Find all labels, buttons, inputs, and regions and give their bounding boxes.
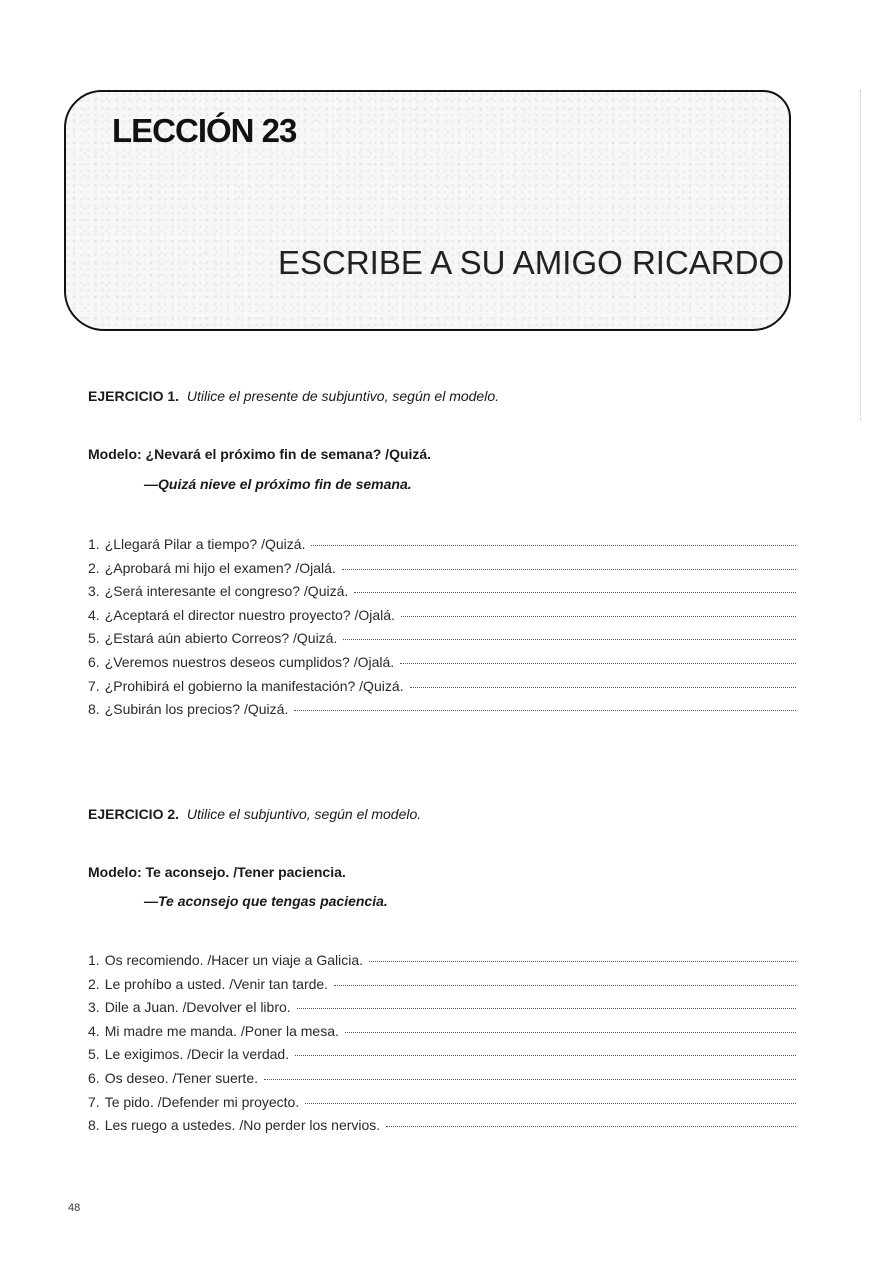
exercise-item <box>88 999 796 1023</box>
answer-line[interactable] <box>294 709 796 711</box>
item-number: 8. <box>88 701 100 718</box>
exercise-2-item-list <box>88 952 796 1141</box>
item-number: 7. <box>88 677 100 694</box>
exercise-item <box>88 536 796 560</box>
answer-line[interactable] <box>401 615 796 617</box>
item-prompt: Mi madre me manda. /Poner la mesa. <box>104 1022 339 1039</box>
exercise-2-model-answer: —Te aconsejo que tengas paciencia. <box>144 893 388 909</box>
item-prompt: Os recomiendo. /Hacer un viaje a Galicia. <box>104 952 364 968</box>
exercise-item <box>88 678 796 702</box>
margin-rule <box>860 90 861 420</box>
item-prompt: ¿Aceptará el director nuestro proyecto? /Ojalá. <box>104 606 395 623</box>
exercise-2-heading <box>88 806 421 822</box>
exercise-item <box>88 701 796 725</box>
item-prompt: Dile a Juan. /Devolver el libro. <box>104 999 291 1016</box>
item-prompt: ¿Llegará Pilar a tiempo? /Quizá. <box>104 536 306 552</box>
exercise-item <box>88 654 796 678</box>
exercise-item <box>88 1046 796 1070</box>
item-number: 2. <box>88 559 100 576</box>
exercise-1-item-list <box>88 536 796 725</box>
item-prompt: Le exigimos. /Decir la verdad. <box>104 1046 290 1063</box>
exercise-item <box>88 1117 796 1141</box>
exercise-item <box>88 952 796 976</box>
answer-line[interactable] <box>264 1078 796 1080</box>
exercise-1-model: Modelo: ¿Nevará el próximo fin de semana? /Quizá. <box>88 446 432 462</box>
exercise-1-model-answer: —Quizá nieve el próximo fin de semana. <box>144 476 412 492</box>
exercise-2-label: EJERCICIO 2. <box>88 806 180 822</box>
item-number: 5. <box>88 630 100 647</box>
answer-line[interactable] <box>295 1054 796 1056</box>
answer-line[interactable] <box>297 1007 796 1009</box>
answer-line[interactable] <box>311 544 796 546</box>
exercise-1-heading <box>88 388 499 404</box>
lesson-title: LECCIÓN 23 <box>112 112 297 149</box>
exercise-item <box>88 583 796 607</box>
exercise-item <box>88 630 796 654</box>
item-number: 2. <box>88 975 100 992</box>
exercise-item <box>88 607 796 631</box>
answer-line[interactable] <box>343 638 796 640</box>
item-number: 6. <box>88 1069 100 1086</box>
item-prompt: ¿Subirán los precios? /Quizá. <box>104 701 289 718</box>
answer-line[interactable] <box>386 1125 796 1127</box>
answer-line[interactable] <box>400 662 796 664</box>
item-number: 7. <box>88 1093 100 1110</box>
exercise-2-model: Modelo: Te aconsejo. /Tener paciencia. <box>88 864 346 880</box>
item-prompt: Les ruego a ustedes. /No perder los nervios. <box>104 1117 381 1134</box>
item-number: 4. <box>88 606 100 623</box>
item-prompt: ¿Prohibirá el gobierno la manifestación? /Quizá. <box>104 677 404 694</box>
item-prompt: Os deseo. /Tener suerte. <box>104 1069 258 1086</box>
item-prompt: Le prohíbo a usted. /Venir tan tarde. <box>104 975 329 992</box>
exercise-item <box>88 976 796 1000</box>
answer-line[interactable] <box>354 591 796 593</box>
exercise-item <box>88 1070 796 1094</box>
item-prompt: ¿Aprobará mi hijo el examen? /Ojalá. <box>104 559 336 576</box>
exercise-2-instruction: Utilice el subjuntivo, según el modelo. <box>186 806 422 822</box>
item-prompt: ¿Será interesante el congreso? /Quizá. <box>104 583 349 600</box>
item-number: 5. <box>88 1046 100 1063</box>
item-number: 4. <box>88 1022 100 1039</box>
exercise-1-instruction: Utilice el presente de subjuntivo, según el modelo. <box>186 388 499 404</box>
exercise-item <box>88 1023 796 1047</box>
exercise-item <box>88 1094 796 1118</box>
exercise-item <box>88 560 796 584</box>
item-number: 8. <box>88 1117 100 1134</box>
answer-line[interactable] <box>342 568 796 570</box>
answer-line[interactable] <box>334 984 796 986</box>
answer-line[interactable] <box>345 1031 796 1033</box>
item-prompt: Te pido. /Defender mi proyecto. <box>104 1093 300 1110</box>
page-number: 48 <box>68 1202 81 1214</box>
item-number: 1. <box>88 536 100 552</box>
item-number: 1. <box>88 952 100 968</box>
item-prompt: ¿Estará aún abierto Correos? /Quizá. <box>104 630 338 647</box>
exercise-1-label: EJERCICIO 1. <box>88 388 180 404</box>
answer-line[interactable] <box>410 686 796 688</box>
answer-line[interactable] <box>369 960 796 962</box>
item-number: 3. <box>88 583 100 600</box>
item-prompt: ¿Veremos nuestros deseos cumplidos? /Ojalá. <box>104 653 395 670</box>
answer-line[interactable] <box>305 1102 796 1104</box>
item-number: 3. <box>88 999 100 1016</box>
lesson-subtitle: ESCRIBE A SU AMIGO RICARDO <box>278 244 785 281</box>
item-number: 6. <box>88 653 100 670</box>
